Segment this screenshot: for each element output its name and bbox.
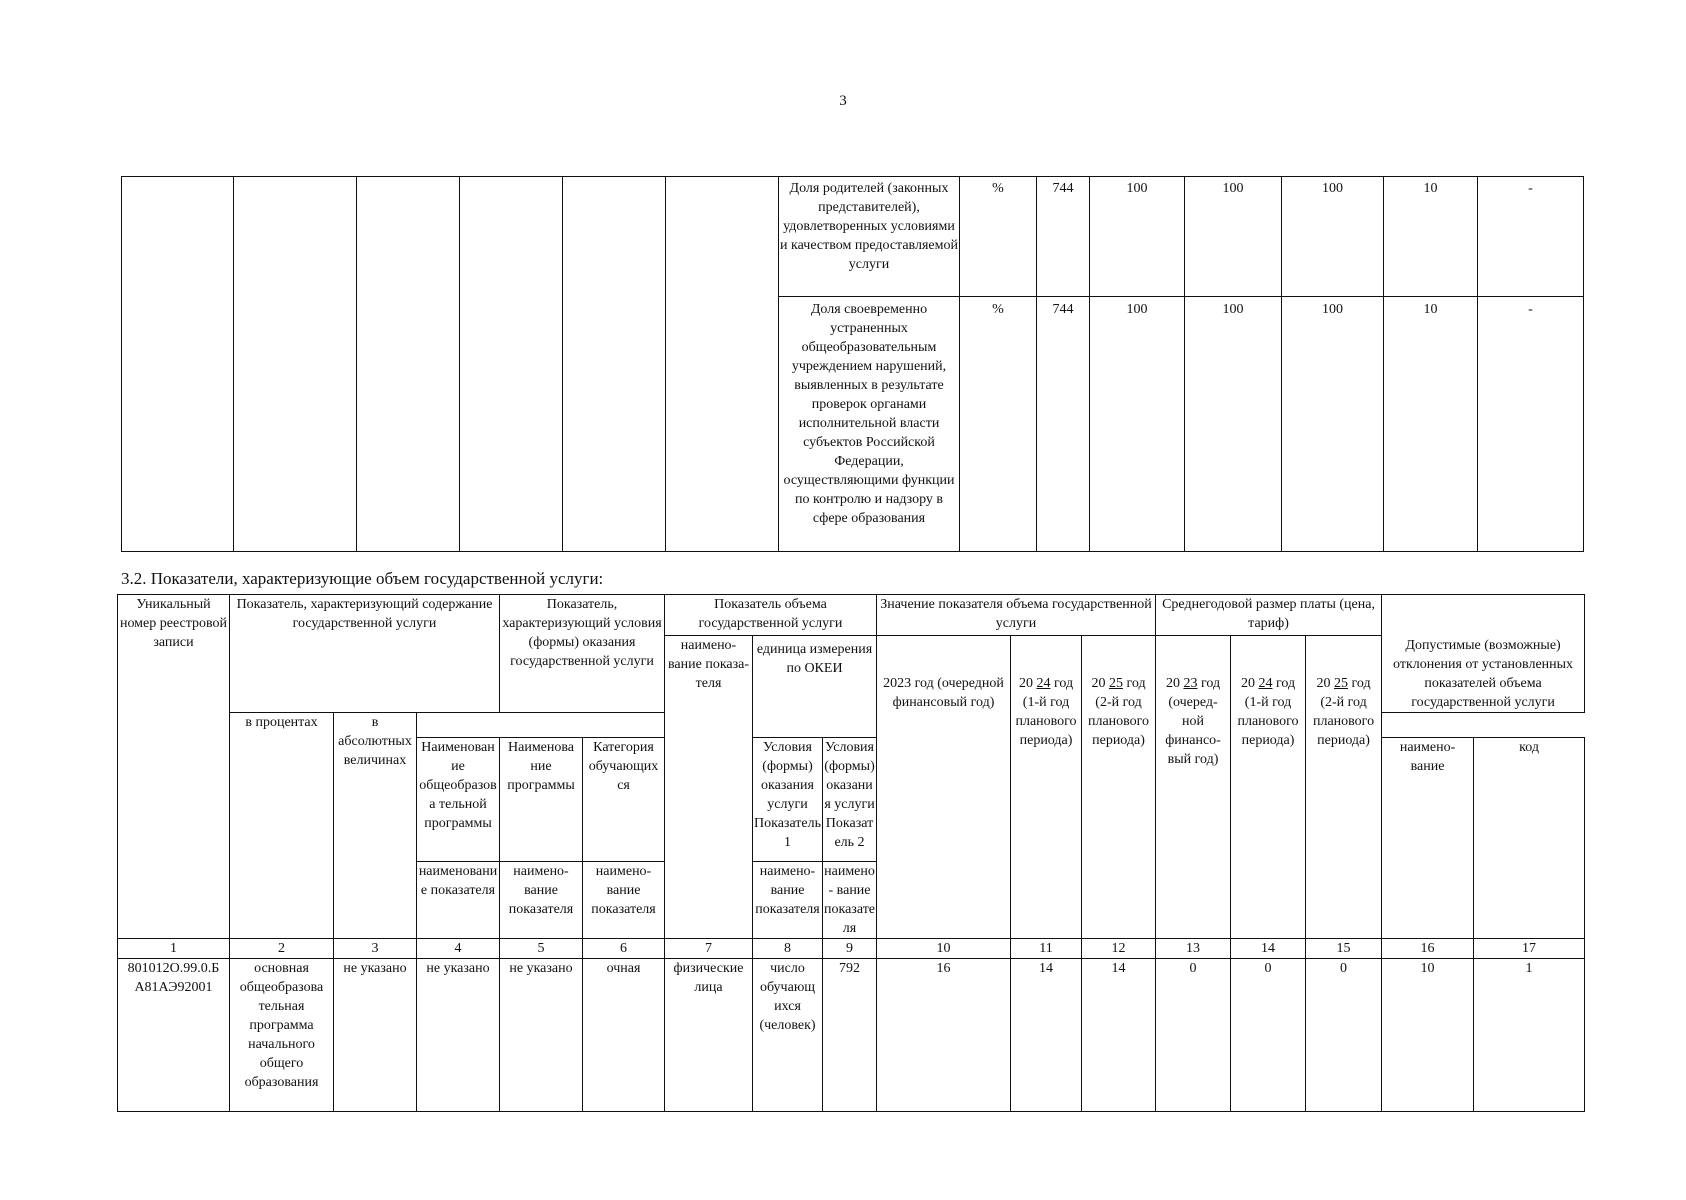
unit-code-header: код bbox=[1474, 737, 1585, 938]
deviation-absolute-cell: - bbox=[1478, 177, 1584, 297]
indicator-name-cell: Доля своевременно устраненных общеобразовательным учреждением нарушений, выявленных в результате проверок органами исполнительной власти субъектов Российской Федерации, осуществляющими функции по контролю и надзору в сфере образования bbox=[779, 297, 960, 552]
empty-cell bbox=[666, 177, 779, 552]
fee-2025-header bbox=[1306, 636, 1382, 939]
year-number: 24 bbox=[1036, 676, 1051, 691]
value-2025-cell: 100 bbox=[1282, 177, 1384, 297]
fee-2023-header bbox=[1156, 636, 1231, 939]
average-fee-header: Среднегодовой размер платы (цена, тариф) bbox=[1156, 595, 1382, 636]
year-prefix: 20 bbox=[1018, 676, 1033, 691]
year-suffix: год bbox=[1275, 676, 1296, 691]
indicator-name-header: наимено- вание показа- теля bbox=[665, 636, 753, 939]
column-number: 10 bbox=[877, 938, 1011, 958]
deviation-absolute-cell: - bbox=[1478, 297, 1584, 552]
header-row bbox=[118, 595, 1585, 636]
column-number: 12 bbox=[1082, 938, 1156, 958]
empty-cell bbox=[234, 177, 357, 552]
column-number: 5 bbox=[500, 938, 583, 958]
category-cell: не указано bbox=[417, 958, 500, 1111]
year-2023-header: 2023 год (очередной финансовый год) bbox=[877, 636, 1011, 939]
year-2025-header bbox=[1082, 636, 1156, 939]
column-number: 14 bbox=[1231, 938, 1306, 958]
conditions-indicator-header: Показатель, характеризующий условия (формы) оказания государственной услуги bbox=[500, 595, 665, 713]
year-note: (2-й год планового периода) bbox=[1312, 695, 1375, 748]
column-number: 17 bbox=[1474, 938, 1585, 958]
year-prefix: 20 bbox=[1240, 676, 1255, 691]
indicator-name-cell: Доля родителей (законных представителей), удовлетворенных условиями и качеством предоставляемой услуги bbox=[779, 177, 960, 297]
value-2025-cell: 14 bbox=[1082, 958, 1156, 1111]
year-number: 25 bbox=[1333, 676, 1348, 691]
indicator-name-subheader: наимено- вание показателя bbox=[500, 861, 583, 938]
value-2023-cell: 100 bbox=[1090, 177, 1185, 297]
column-number: 7 bbox=[665, 938, 753, 958]
deviation-header bbox=[1382, 595, 1585, 636]
empty-cell bbox=[563, 177, 666, 552]
year-prefix: 20 bbox=[1091, 676, 1106, 691]
unit-cell: % bbox=[960, 177, 1037, 297]
page-number: 3 bbox=[839, 93, 847, 109]
unit-code-cell: 792 bbox=[823, 958, 877, 1111]
column-number: 1 bbox=[118, 938, 230, 958]
empty-cell bbox=[460, 177, 563, 552]
unit-cell: % bbox=[960, 297, 1037, 552]
deviation-percent-cell: 10 bbox=[1384, 177, 1478, 297]
year-note: (очеред- ной финансо- вый год) bbox=[1165, 695, 1221, 767]
year-prefix: 20 bbox=[1165, 676, 1180, 691]
column-number: 8 bbox=[753, 938, 823, 958]
volume-indicators-table bbox=[117, 594, 1585, 1112]
condition-2-header: Условия (формы) оказания услуги Показатель 2 bbox=[823, 737, 877, 861]
indicator-name-subheader: наимено- вание показателя bbox=[823, 861, 877, 938]
okei-cell: 744 bbox=[1037, 297, 1090, 552]
deviation-percent-cell: 10 bbox=[1384, 297, 1478, 552]
year-number: 23 bbox=[1183, 676, 1198, 691]
program-name-cell: не указано bbox=[334, 958, 417, 1111]
volume-value-header: Значение показателя объема государственной услуги bbox=[877, 595, 1156, 636]
in-absolute-header: в абсолютных величинах bbox=[334, 712, 417, 938]
year-suffix: год bbox=[1200, 676, 1221, 691]
quality-indicators-continued-table bbox=[121, 176, 1584, 552]
year-prefix: 20 bbox=[1316, 676, 1331, 691]
empty-cell bbox=[122, 177, 234, 552]
column-number: 9 bbox=[823, 938, 877, 958]
column-number: 11 bbox=[1011, 938, 1082, 958]
fee-2025-cell: 0 bbox=[1306, 958, 1382, 1111]
registry-number-header: Уникальный номер реестровой записи bbox=[118, 595, 230, 939]
column-number: 6 bbox=[583, 938, 665, 958]
year-suffix: год bbox=[1351, 676, 1371, 691]
year-note: (1-й год планового периода) bbox=[1015, 695, 1077, 748]
fee-2023-cell: 0 bbox=[1156, 958, 1231, 1111]
column-number: 15 bbox=[1306, 938, 1382, 958]
unit-name-header: наимено- вание bbox=[1382, 737, 1474, 938]
indicator-name-subheader: наименование показателя bbox=[417, 861, 500, 938]
table-row bbox=[118, 958, 1585, 1111]
condition-2-cell: очная bbox=[583, 958, 665, 1111]
volume-indicator-header: Показатель объема государственной услуги bbox=[665, 595, 877, 636]
program-name-header: Наименова ние программы bbox=[500, 737, 583, 861]
year-number: 24 bbox=[1258, 676, 1273, 691]
student-category-header: Категория обучающих ся bbox=[583, 737, 665, 861]
deviation-percent-cell: 10 bbox=[1382, 958, 1474, 1111]
value-2025-cell: 100 bbox=[1282, 297, 1384, 552]
fee-2024-cell: 0 bbox=[1231, 958, 1306, 1111]
column-number: 4 bbox=[417, 938, 500, 958]
content-indicator-header: Показатель, характеризующий содержание государственной услуги bbox=[230, 595, 500, 713]
value-2024-cell: 100 bbox=[1185, 177, 1282, 297]
value-2023-cell: 100 bbox=[1090, 297, 1185, 552]
table-row bbox=[122, 177, 1584, 297]
indicator-name-cell: физические лица bbox=[665, 958, 753, 1111]
okei-cell: 744 bbox=[1037, 177, 1090, 297]
year-number: 25 bbox=[1108, 676, 1123, 691]
program-cell: основная общеобразова тельная программа начального общего образования bbox=[230, 958, 334, 1111]
column-number: 3 bbox=[334, 938, 417, 958]
column-number: 2 bbox=[230, 938, 334, 958]
indicator-name-subheader: наимено- вание показателя bbox=[583, 861, 665, 938]
empty-cell bbox=[357, 177, 460, 552]
in-percent-header: в процентах bbox=[230, 712, 334, 938]
column-number-row bbox=[118, 938, 1585, 958]
year-2024-header bbox=[1011, 636, 1082, 939]
year-suffix: год bbox=[1053, 676, 1074, 691]
program-type-header: Наименование общеобразова тельной программы bbox=[417, 737, 500, 861]
column-number: 13 bbox=[1156, 938, 1231, 958]
value-2023-cell: 16 bbox=[877, 958, 1011, 1111]
column-number: 16 bbox=[1382, 938, 1474, 958]
registry-number-cell: 801012О.99.0.Б А81АЭ92001 bbox=[118, 958, 230, 1111]
year-suffix: год bbox=[1126, 676, 1146, 691]
section-title: 3.2. Показатели, характеризующие объем государственной услуги: bbox=[121, 569, 604, 588]
year-note: (2-й год планового периода) bbox=[1087, 695, 1150, 748]
condition-1-header: Условия (формы) оказания услуги Показатель 1 bbox=[753, 737, 823, 861]
unit-name-cell: число обучающ ихся (человек) bbox=[753, 958, 823, 1111]
deviation-header-text: Допустимые (возможные) отклонения от установленных показателей объема государственной услуги bbox=[1382, 636, 1585, 713]
indicator-name-subheader: наимено- вание показателя bbox=[753, 861, 823, 938]
condition-1-cell: не указано bbox=[500, 958, 583, 1111]
okei-unit-header: единица измерения по ОКЕИ bbox=[753, 636, 877, 738]
fee-2024-header bbox=[1231, 636, 1306, 939]
deviation-absolute-cell: 1 bbox=[1474, 958, 1585, 1111]
value-2024-cell: 14 bbox=[1011, 958, 1082, 1111]
value-2024-cell: 100 bbox=[1185, 297, 1282, 552]
year-note: (1-й год планового периода) bbox=[1237, 695, 1299, 748]
